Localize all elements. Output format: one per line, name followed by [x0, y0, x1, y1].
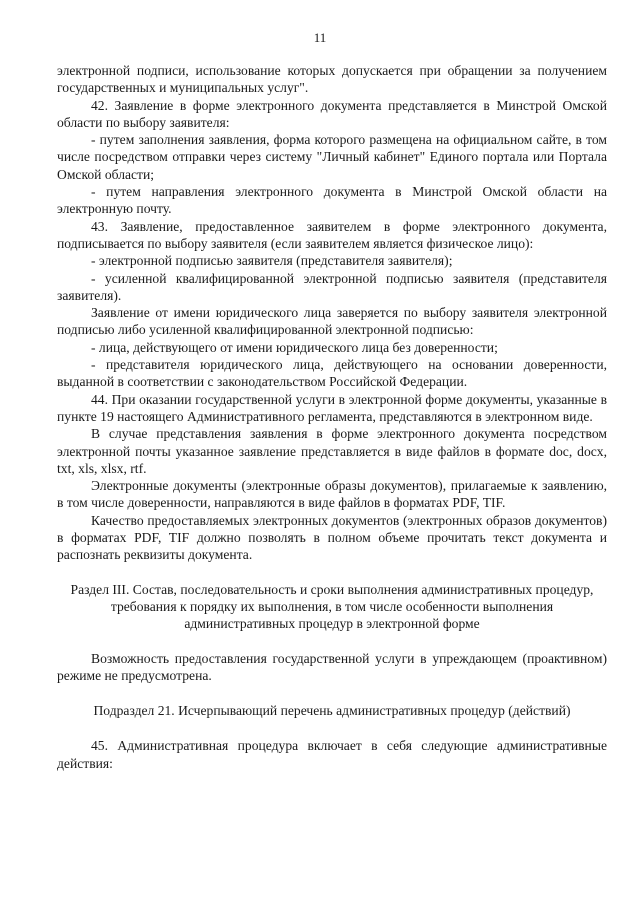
paragraph-42-item-1: - путем заполнения заявления, форма которого размещена на официальном сайте, в том числе посредством отправки через систему "Личный кабинет" Единого портала или Портала Омской области; [57, 132, 607, 182]
paragraph-44-attachments: Электронные документы (электронные образы документов), прилагаемые к заявлению, в том числе доверенности, направляются в виде файлов в форматах PDF, TIF. [57, 478, 607, 511]
subsection-heading: Подраздел 21. Исчерпывающий перечень административных процедур (действий) [93, 703, 571, 719]
paragraph-42-item-2: - путем направления электронного документа в Минстрой Омской области на электронную почту. [57, 184, 607, 217]
paragraph-legal-entity-item-2: - представителя юридического лица, действующего на основании доверенности, выданной в соответствии с законодательством Российской Федерации. [57, 357, 607, 390]
paragraph-43-item-2: - усиленной квалифицированной электронной подписью заявителя (представителя заявителя). [57, 270, 607, 303]
paragraph-legal-entity-item-1: - лица, действующего от имени юридического лица без доверенности; [91, 339, 498, 355]
page-number: 11 [313, 30, 327, 45]
paragraph-43: 43. Заявление, предоставленное заявителем в форме электронного документа, подписывается по выбору заявителя (если заявителем является физическое лицо): [57, 218, 607, 251]
paragraph-43-item-1: - электронной подписью заявителя (представителя заявителя); [91, 253, 453, 269]
section-heading: Раздел III. Состав, последовательность и сроки выполнения административных процедур, требования к порядку их выполнения, в том числе особенности выполнения административных процедур в электронной форме [70, 581, 594, 632]
paragraph-45: 45. Административная процедура включает в себя следующие административные действия: [57, 738, 607, 771]
paragraph-42: 42. Заявление в форме электронного документа представляется в Минстрой Омской области по выбору заявителя: [57, 97, 607, 130]
paragraph-legal-entity: Заявление от имени юридического лица заверяется по выбору заявителя электронной подписью либо усиленной квалифицированной электронной подписью: [57, 305, 607, 338]
paragraph-44: 44. При оказании государственной услуги в электронной форме документы, указанные в пункте 19 настоящего Административного регламента, представляются в электронном виде. [57, 391, 607, 424]
proactive-note: Возможность предоставления государственной услуги в упреждающем (проактивном) режиме не предусмотрена. [57, 650, 607, 683]
paragraph-continuation: электронной подписи, использование которых допускается при обращении за получением государственных и муниципальных услуг". [57, 63, 607, 96]
paragraph-44-email: В случае представления заявления в форме электронного документа посредством электронной почты указанное заявление представляется в виде файлов в формате doc, docx, txt, xls, xlsx, rtf. [57, 426, 607, 476]
paragraph-44-quality: Качество предоставляемых электронных документов (электронных образов документов) в форматах PDF, TIF должно позволять в полном объеме прочитать текст документа и распознать реквизиты документа. [57, 512, 607, 563]
document-body [57, 62, 607, 772]
